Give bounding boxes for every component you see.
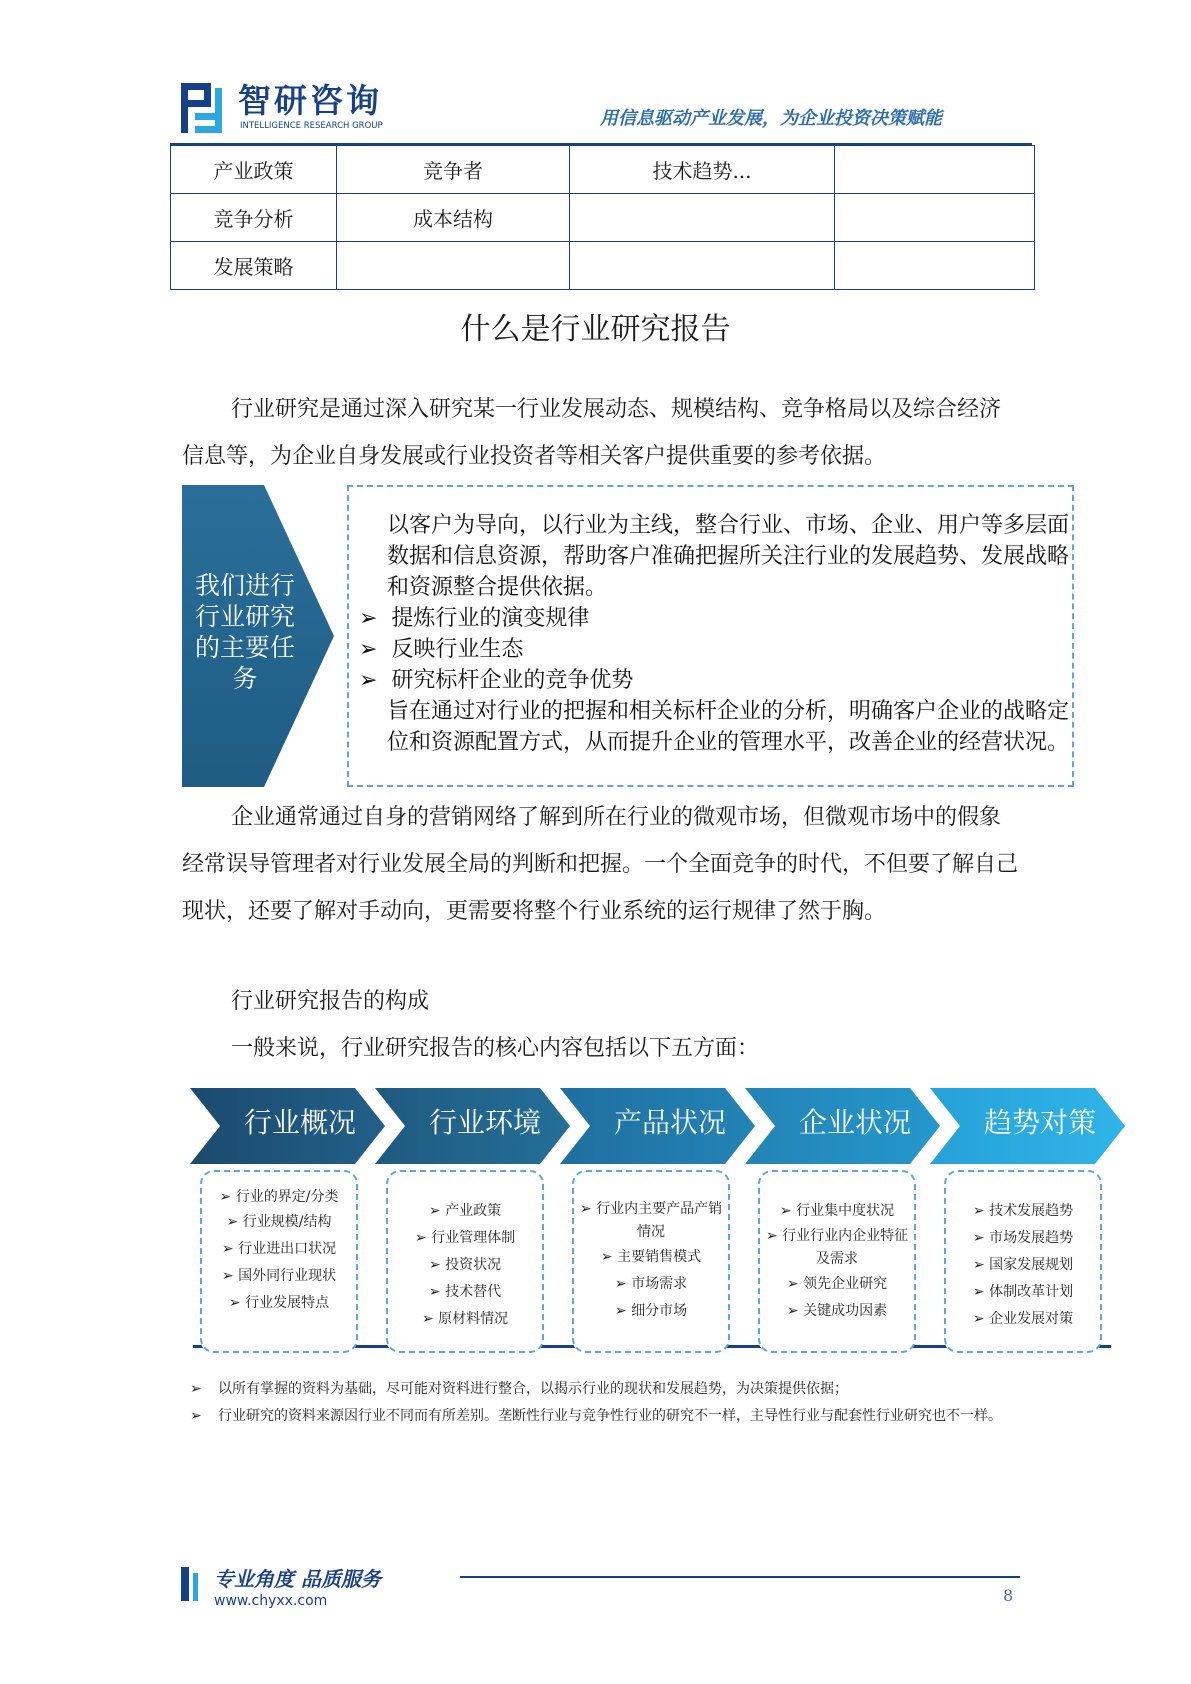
company-logo-icon <box>181 83 229 133</box>
aspect-items <box>204 1186 354 1317</box>
list-item: ➢ 主要销售模式 <box>600 1249 702 1265</box>
list-item: ➢ 细分市场 <box>614 1303 688 1319</box>
footer-slogan: 专业角度 品质服务 <box>214 1567 381 1591</box>
list-item: ➢ 行业进出口状况 <box>221 1241 337 1257</box>
composition-intro: 一般来说，行业研究报告的核心内容包括以下五方面： <box>231 1036 760 1061</box>
table-cell: 竞争者 <box>337 146 570 194</box>
table-row <box>171 146 1035 194</box>
aspect-items <box>948 1198 1098 1333</box>
task-paragraph: 旨在通过对行业的把握和相关标杆企业的分析，明确客户企业的战略定位和资源配置方式，从而提升企业的管理水平，改善企业的经营状况。 <box>387 699 1070 755</box>
list-item: ➢ 产业政策 <box>428 1203 502 1219</box>
list-item: ➢ 企业发展对策 <box>972 1311 1074 1327</box>
aspect-title: 行业概况 <box>243 1106 356 1139</box>
task-bullet: ➢ 反映行业生态 <box>359 637 524 662</box>
table-cell <box>570 194 835 242</box>
list-item: ➢ 行业内主要产品产销情况 <box>579 1201 723 1240</box>
aspect-items <box>390 1198 540 1333</box>
list-item: ➢ 市场需求 <box>614 1276 688 1292</box>
list-item: ➢ 国外同行业现状 <box>221 1268 337 1284</box>
note-line: ➢ 以所有掌握的资料为基础，尽可能对资料进行整合，以揭示行业的现状和发展趋势，为决策提供依据； <box>190 1381 848 1397</box>
aspect-title: 趋势对策 <box>983 1106 1096 1139</box>
composition-heading: 行业研究报告的构成 <box>231 989 430 1014</box>
intro-paragraph: 行业研究是通过深入研究某一行业发展动态、规模结构、竞争格局以及综合经济信息等，为企业自身发展或行业投资者等相关客户提供重要的参考依据。 <box>182 397 1002 469</box>
table-cell: 竞争分析 <box>171 194 337 242</box>
task-figure-label: 我们进行行业研究的主要任务 <box>194 571 295 693</box>
note-line: ➢ 行业研究的资料来源因行业不同而有所差别。垄断性行业与竞争性行业的研究不一样，主导性行业与配套性行业研究也不一样。 <box>190 1408 1002 1424</box>
header-slogan: 用信息驱动产业发展，为企业投资决策赋能 <box>600 108 942 129</box>
arrow-bullet-icon: ➢ <box>190 1381 202 1397</box>
list-item: ➢ 国家发展规划 <box>972 1257 1074 1273</box>
table-cell <box>835 146 1035 194</box>
list-item: ➢ 行业的界定/分类 <box>219 1189 339 1205</box>
table-cell: 成本结构 <box>337 194 570 242</box>
table-row <box>171 242 1035 290</box>
table-cell: 发展策略 <box>171 242 337 290</box>
task-bullet: ➢ 提炼行业的演变规律 <box>359 606 590 631</box>
table-row <box>171 194 1035 242</box>
list-item: ➢ 市场发展趋势 <box>972 1230 1074 1246</box>
aspect-title: 企业状况 <box>798 1106 911 1139</box>
footer-logo-icon <box>181 1567 205 1601</box>
table-cell <box>337 242 570 290</box>
list-item: ➢ 技术替代 <box>428 1284 502 1300</box>
list-item: ➢ 关键成功因素 <box>786 1303 888 1319</box>
aspect-items <box>762 1198 912 1325</box>
task-paragraph: 以客户为导向，以行业为主线，整合行业、市场、企业、用户等多层面数据和信息资源，帮助客户准确把握所关注行业的发展趋势、发展战略和资源整合提供依据。 <box>387 513 1070 600</box>
table-cell <box>835 194 1035 242</box>
list-item: ➢ 行业规模/结构 <box>226 1214 332 1230</box>
table-cell: 产业政策 <box>171 146 337 194</box>
topics-table <box>170 145 1035 290</box>
aspect-items <box>576 1198 726 1325</box>
footer-divider <box>460 1576 1020 1578</box>
task-description <box>357 510 1072 758</box>
list-item: ➢ 领先企业研究 <box>786 1276 888 1292</box>
list-item: ➢ 行业发展特点 <box>228 1295 330 1311</box>
page-number: 8 <box>1003 1586 1014 1605</box>
list-item: ➢ 体制改革计划 <box>972 1284 1074 1300</box>
list-item: ➢ 投资状况 <box>428 1257 502 1273</box>
body-paragraph: 企业通常通过自身的营销网络了解到所在行业的微观市场，但微观市场中的假象经常误导管理者对行业发展全局的判断和把握。一个全面竞争的时代，不但要了解自己现状，还要了解对手动向，更需要将整个行业系统的运行规律了然于胸。 <box>182 805 1019 924</box>
table-cell <box>835 242 1035 290</box>
list-item: ➢ 技术发展趋势 <box>972 1203 1074 1219</box>
aspect-title: 产品状况 <box>613 1106 726 1139</box>
list-item: ➢ 行业集中度状况 <box>779 1203 895 1219</box>
list-item: ➢ 原材料情况 <box>421 1311 509 1327</box>
list-item: ➢ 行业管理体制 <box>414 1230 516 1246</box>
task-bullet: ➢ 研究标杆企业的竞争优势 <box>359 668 634 693</box>
footer-url[interactable]: www.chyxx.com <box>214 1593 328 1609</box>
company-name-english: INTELLIGENCE RESEARCH GROUP <box>240 121 383 131</box>
list-item: ➢ 行业行业内企业特征及需求 <box>765 1228 909 1267</box>
aspect-title: 行业环境 <box>428 1106 541 1139</box>
arrow-bullet-icon: ➢ <box>190 1408 202 1424</box>
company-name: 智研咨询 <box>238 81 382 120</box>
table-cell: 技术趋势... <box>570 146 835 194</box>
page-title: 什么是行业研究报告 <box>460 312 731 347</box>
table-cell <box>570 242 835 290</box>
